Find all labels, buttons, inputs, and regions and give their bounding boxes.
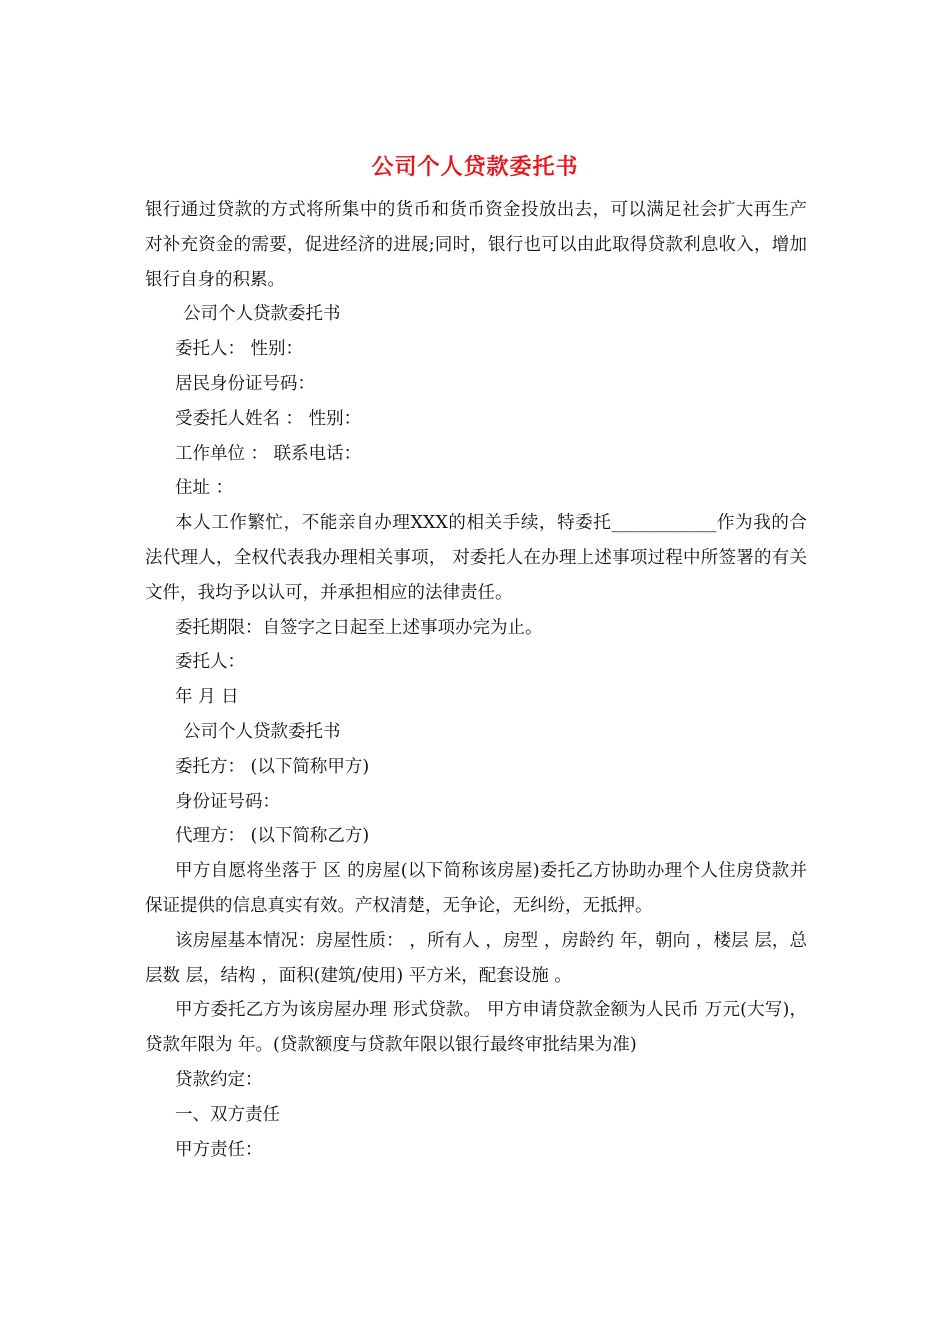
loan-terms-heading: 贷款约定： bbox=[175, 1069, 263, 1090]
property-details-paragraph: 该房屋基本情况：房屋性质： ，所有人 ，房型 ，房龄约 年，朝向 ，楼层 层，总层数 层，结构 ，面积(建筑/使用) 平方米，配套设施 。 bbox=[145, 930, 807, 986]
section-heading: 公司个人贷款委托书 bbox=[183, 721, 341, 742]
field-employer-phone: 工作单位 ： 联系电话： bbox=[175, 443, 362, 464]
field-principal-gender: 委托人： 性别： bbox=[175, 339, 304, 360]
document-body bbox=[145, 193, 807, 1167]
field-id-number: 身份证号码： bbox=[175, 791, 280, 812]
loan-request-paragraph: 甲方委托乙方为该房屋办理 形式贷款。 甲方申请贷款金额为人民币 万元(大写)，贷款年限为 年。(贷款额度与贷款年限以银行最终审批结果为准) bbox=[145, 1000, 807, 1056]
signature-principal: 委托人： bbox=[175, 652, 245, 673]
property-commission-paragraph: 甲方自愿将坐落于 区 的房屋(以下简称该房屋)委托乙方协助办理个人住房贷款并保证提供的信息真实有效。产权清楚，无争论，无纠纷，无抵押。 bbox=[145, 861, 807, 916]
authorization-period: 委托期限：自签字之日起至上述事项办完为止。 bbox=[175, 617, 543, 638]
intro-paragraph: 银行通过贷款的方式将所集中的货币和货币资金投放出去，可以满足社会扩大再生产对补充资金的需要，促进经济的进展;同时，银行也可以由此取得贷款利息收入，增加银行自身的积累。 bbox=[145, 200, 807, 290]
field-address: 住址 ： bbox=[175, 478, 234, 499]
field-id-number: 居民身份证号码： bbox=[175, 373, 315, 394]
section-heading: 公司个人贷款委托书 bbox=[183, 304, 341, 325]
responsibilities-heading: 一、双方责任 bbox=[175, 1104, 280, 1125]
signature-date: 年 月 日 bbox=[175, 687, 239, 708]
party-a-responsibilities: 甲方责任： bbox=[175, 1139, 263, 1160]
field-agent-party: 代理方： (以下简称乙方) bbox=[175, 826, 370, 847]
field-agent-name-gender: 受委托人姓名 ： 性别： bbox=[175, 408, 362, 429]
document-title: 公司个人贷款委托书 bbox=[371, 154, 579, 180]
field-client-party: 委托方： (以下简称甲方) bbox=[175, 756, 370, 777]
authorization-paragraph: 本人工作繁忙，不能亲自办理XXX的相关手续，特委托____________作为我的合法代理人，全权代表我办理相关事项， 对委托人在办理上述事项过程中所签署的有关文件，我均予以认可，并承担相应的法律责任。 bbox=[145, 513, 807, 603]
